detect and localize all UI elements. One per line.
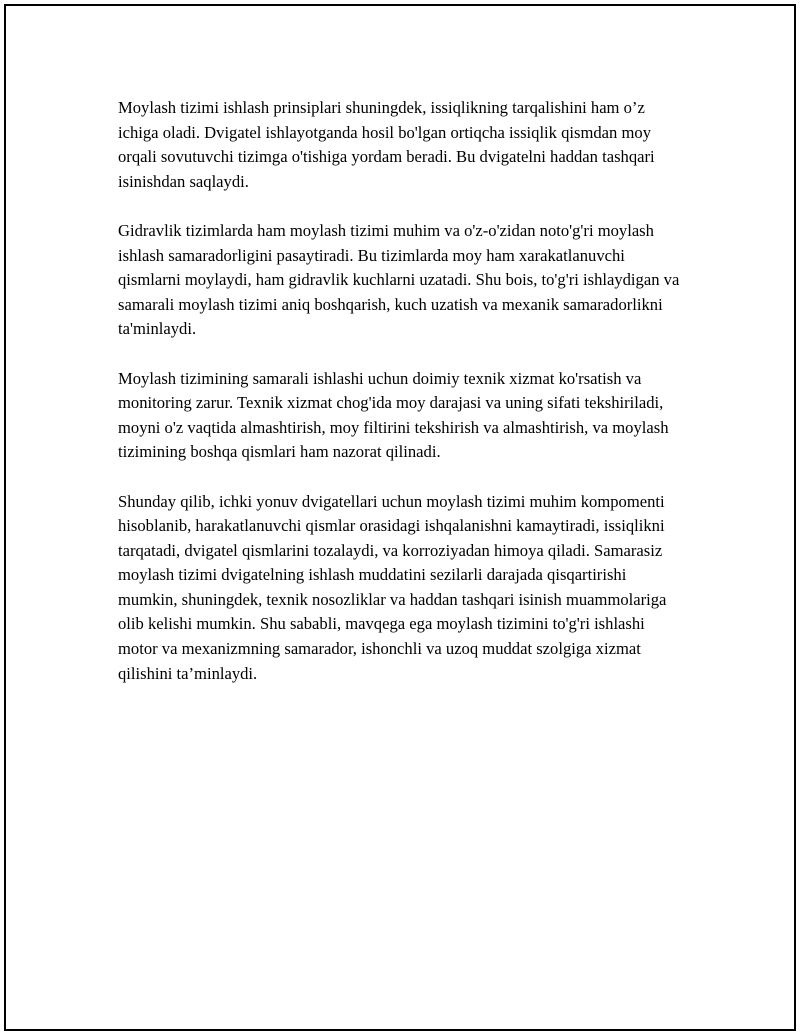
paragraph-4: Shunday qilib, ichki yonuv dvigatellari uchun moylash tizimi muhim kompomenti hisoblanib, harakatlanuvchi qismlar orasidagi ishqalanishni kamaytiradi, issiqlikni tarqatadi, dvigatel qismlarini tozalaydi, va korroziyadan himoya qiladi. Samarasiz moylash tizimi dvigatelning ishlash muddatini sezilarli darajada qisqartirishi mumkin, shuningdek, texnik nosozliklar va haddan tashqari isinish muammolariga olib kelishi mumkin. Shu sababli, mavqega ega moylash tizimini to'g'ri ishlashi motor va mexanizmning samarador, ishonchli va uzoq muddat szolgiga xizmat qilishini ta’minlaydi. bbox=[118, 491, 667, 683]
document-body bbox=[118, 96, 688, 711]
paragraph-1: Moylash tizimi ishlash prinsiplari shuningdek, issiqlikning tarqalishini ham o’z ichiga oladi. Dvigatel ishlayotganda hosil bo'lgan ortiqcha issiqlik qismdan moy orqali sovutuvchi tizimga o'tishiga yordam beradi. Bu dvigatelni haddan tashqari isinishdan saqlaydi. bbox=[118, 98, 655, 191]
document-page bbox=[4, 4, 796, 1031]
paragraph-2: Gidravlik tizimlarda ham moylash tizimi muhim va o'z-o'zidan noto'g'ri moylash ishlash samaradorligini pasaytiradi. Bu tizimlarda moy ham xarakatlanuvchi qismlarni moylaydi, ham gidravlik kuchlarni uzatadi. Shu bois, to'g'ri ishlaydigan va samarali moylash tizimi aniq boshqarish, kuch uzatish va mexanik samaradorlikni ta'minlaydi. bbox=[118, 220, 680, 339]
paragraph-3: Moylash tizimining samarali ishlashi uchun doimiy texnik xizmat ko'rsatish va monitoring zarur. Texnik xizmat chog'ida moy darajasi va uning sifati tekshiriladi, moyni o'z vaqtida almashtirish, moy filtirini tekshirish va almashtirish, va moylash tizimining boshqa qismlari ham nazorat qilinadi. bbox=[118, 368, 669, 462]
